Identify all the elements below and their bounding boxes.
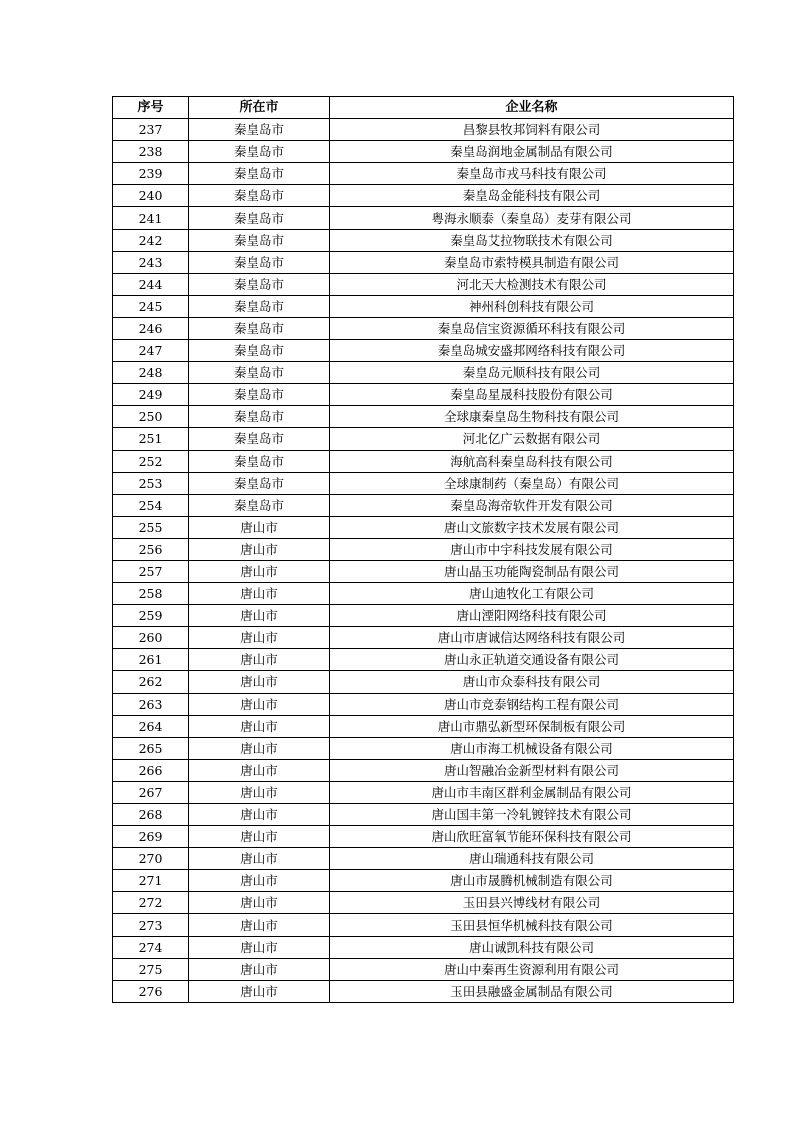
- cell-serial: 261: [113, 649, 189, 671]
- cell-serial: 265: [113, 737, 189, 759]
- cell-serial: 244: [113, 273, 189, 295]
- cell-company: 秦皇岛市索特模具制造有限公司: [330, 251, 734, 273]
- cell-city: 唐山市: [189, 516, 330, 538]
- cell-city: 秦皇岛市: [189, 472, 330, 494]
- cell-serial: 264: [113, 715, 189, 737]
- cell-serial: 238: [113, 141, 189, 163]
- cell-serial: 267: [113, 781, 189, 803]
- cell-serial: 247: [113, 340, 189, 362]
- cell-city: 秦皇岛市: [189, 450, 330, 472]
- cell-company: 粤海永顺泰（秦皇岛）麦芽有限公司: [330, 207, 734, 229]
- cell-serial: 263: [113, 693, 189, 715]
- header-company: 企业名称: [330, 97, 734, 119]
- cell-company: 秦皇岛艾拉物联技术有限公司: [330, 229, 734, 251]
- cell-serial: 245: [113, 295, 189, 317]
- table-row: [113, 516, 734, 538]
- cell-serial: 260: [113, 627, 189, 649]
- cell-city: 秦皇岛市: [189, 362, 330, 384]
- cell-city: 秦皇岛市: [189, 207, 330, 229]
- cell-serial: 241: [113, 207, 189, 229]
- cell-company: 河北亿广云数据有限公司: [330, 428, 734, 450]
- cell-city: 秦皇岛市: [189, 295, 330, 317]
- cell-serial: 239: [113, 163, 189, 185]
- cell-city: 唐山市: [189, 914, 330, 936]
- table-row: [113, 119, 734, 141]
- table-row: [113, 715, 734, 737]
- cell-city: 唐山市: [189, 737, 330, 759]
- cell-city: 唐山市: [189, 715, 330, 737]
- cell-company: 唐山晶玉功能陶瓷制品有限公司: [330, 560, 734, 582]
- table-row: [113, 781, 734, 803]
- cell-city: 唐山市: [189, 538, 330, 560]
- table-row: [113, 538, 734, 560]
- cell-serial: 274: [113, 936, 189, 958]
- table-row: [113, 273, 734, 295]
- table-row: [113, 980, 734, 1002]
- cell-company: 玉田县融盛金属制品有限公司: [330, 980, 734, 1002]
- cell-company: 唐山市晟腾机械制造有限公司: [330, 870, 734, 892]
- cell-serial: 251: [113, 428, 189, 450]
- enterprise-table: [112, 96, 734, 1003]
- cell-company: 秦皇岛星晟科技股份有限公司: [330, 384, 734, 406]
- cell-serial: 243: [113, 251, 189, 273]
- table-row: [113, 826, 734, 848]
- cell-serial: 271: [113, 870, 189, 892]
- table-header-row: [113, 97, 734, 119]
- cell-city: 唐山市: [189, 605, 330, 627]
- cell-city: 唐山市: [189, 627, 330, 649]
- header-serial: 序号: [113, 97, 189, 119]
- cell-serial: 253: [113, 472, 189, 494]
- table-row: [113, 251, 734, 273]
- cell-company: 唐山中秦再生资源利用有限公司: [330, 958, 734, 980]
- cell-company: 秦皇岛信宝资源循环科技有限公司: [330, 317, 734, 339]
- table-row: [113, 936, 734, 958]
- cell-company: 海航高科秦皇岛科技有限公司: [330, 450, 734, 472]
- cell-company: 秦皇岛市戎马科技有限公司: [330, 163, 734, 185]
- cell-serial: 262: [113, 671, 189, 693]
- cell-serial: 249: [113, 384, 189, 406]
- table-row: [113, 362, 734, 384]
- cell-company: 秦皇岛城安盛邦网络科技有限公司: [330, 340, 734, 362]
- cell-serial: 246: [113, 317, 189, 339]
- cell-city: 唐山市: [189, 892, 330, 914]
- table-row: [113, 450, 734, 472]
- cell-city: 唐山市: [189, 958, 330, 980]
- cell-city: 秦皇岛市: [189, 406, 330, 428]
- table-row: [113, 605, 734, 627]
- cell-serial: 237: [113, 119, 189, 141]
- cell-city: 唐山市: [189, 936, 330, 958]
- cell-city: 秦皇岛市: [189, 141, 330, 163]
- cell-company: 唐山欣旺富氧节能环保科技有限公司: [330, 826, 734, 848]
- cell-serial: 248: [113, 362, 189, 384]
- cell-company: 唐山湮阳网络科技有限公司: [330, 605, 734, 627]
- cell-serial: 242: [113, 229, 189, 251]
- table-row: [113, 185, 734, 207]
- cell-company: 玉田县兴博线材有限公司: [330, 892, 734, 914]
- table-row: [113, 870, 734, 892]
- cell-serial: 255: [113, 516, 189, 538]
- cell-company: 秦皇岛海帝软件开发有限公司: [330, 494, 734, 516]
- cell-city: 秦皇岛市: [189, 428, 330, 450]
- cell-serial: 276: [113, 980, 189, 1002]
- cell-company: 秦皇岛元顺科技有限公司: [330, 362, 734, 384]
- table-row: [113, 384, 734, 406]
- cell-city: 秦皇岛市: [189, 340, 330, 362]
- cell-serial: 256: [113, 538, 189, 560]
- cell-city: 唐山市: [189, 870, 330, 892]
- table-body: [113, 119, 734, 1003]
- cell-company: 唐山市丰南区群利金属制品有限公司: [330, 781, 734, 803]
- cell-company: 玉田县恒华机械科技有限公司: [330, 914, 734, 936]
- cell-city: 唐山市: [189, 759, 330, 781]
- table-row: [113, 229, 734, 251]
- cell-company: 秦皇岛润地金属制品有限公司: [330, 141, 734, 163]
- cell-company: 唐山市唐诚信达网络科技有限公司: [330, 627, 734, 649]
- cell-company: 唐山市众泰科技有限公司: [330, 671, 734, 693]
- cell-city: 唐山市: [189, 560, 330, 582]
- table-row: [113, 737, 734, 759]
- cell-serial: 268: [113, 804, 189, 826]
- cell-serial: 252: [113, 450, 189, 472]
- table-row: [113, 317, 734, 339]
- table-row: [113, 406, 734, 428]
- table-row: [113, 494, 734, 516]
- cell-city: 秦皇岛市: [189, 229, 330, 251]
- table-row: [113, 914, 734, 936]
- table-row: [113, 958, 734, 980]
- cell-company: 唐山国丰第一冷轧镀锌技术有限公司: [330, 804, 734, 826]
- cell-city: 秦皇岛市: [189, 251, 330, 273]
- table-row: [113, 892, 734, 914]
- cell-company: 唐山迪牧化工有限公司: [330, 583, 734, 605]
- cell-serial: 240: [113, 185, 189, 207]
- cell-company: 唐山文旅数字技术发展有限公司: [330, 516, 734, 538]
- cell-city: 唐山市: [189, 781, 330, 803]
- cell-serial: 275: [113, 958, 189, 980]
- cell-city: 秦皇岛市: [189, 494, 330, 516]
- cell-city: 唐山市: [189, 848, 330, 870]
- cell-company: 河北天大检测技术有限公司: [330, 273, 734, 295]
- cell-company: 唐山市中宇科技发展有限公司: [330, 538, 734, 560]
- cell-city: 唐山市: [189, 980, 330, 1002]
- table-row: [113, 693, 734, 715]
- table-row: [113, 627, 734, 649]
- table-row: [113, 583, 734, 605]
- cell-city: 唐山市: [189, 649, 330, 671]
- cell-city: 秦皇岛市: [189, 384, 330, 406]
- cell-serial: 250: [113, 406, 189, 428]
- cell-serial: 258: [113, 583, 189, 605]
- cell-company: 唐山市鼎弘新型环保制板有限公司: [330, 715, 734, 737]
- cell-company: 全球康秦皇岛生物科技有限公司: [330, 406, 734, 428]
- cell-serial: 272: [113, 892, 189, 914]
- cell-company: 唐山永正轨道交通设备有限公司: [330, 649, 734, 671]
- table-row: [113, 560, 734, 582]
- cell-company: 秦皇岛金能科技有限公司: [330, 185, 734, 207]
- cell-company: 唐山诚凯科技有限公司: [330, 936, 734, 958]
- cell-serial: 259: [113, 605, 189, 627]
- table-row: [113, 472, 734, 494]
- header-city: 所在市: [189, 97, 330, 119]
- table-row: [113, 804, 734, 826]
- table-row: [113, 671, 734, 693]
- cell-company: 唐山市竞泰钢结构工程有限公司: [330, 693, 734, 715]
- cell-city: 唐山市: [189, 693, 330, 715]
- cell-city: 唐山市: [189, 583, 330, 605]
- table-row: [113, 207, 734, 229]
- cell-city: 秦皇岛市: [189, 317, 330, 339]
- cell-company: 全球康制药（秦皇岛）有限公司: [330, 472, 734, 494]
- cell-company: 昌黎县牧邦饲料有限公司: [330, 119, 734, 141]
- table-row: [113, 295, 734, 317]
- table-row: [113, 141, 734, 163]
- table-row: [113, 163, 734, 185]
- cell-serial: 269: [113, 826, 189, 848]
- cell-city: 秦皇岛市: [189, 119, 330, 141]
- cell-serial: 273: [113, 914, 189, 936]
- cell-serial: 270: [113, 848, 189, 870]
- cell-city: 秦皇岛市: [189, 163, 330, 185]
- cell-serial: 254: [113, 494, 189, 516]
- table-row: [113, 759, 734, 781]
- cell-city: 唐山市: [189, 671, 330, 693]
- cell-city: 唐山市: [189, 826, 330, 848]
- table-row: [113, 428, 734, 450]
- cell-company: 神州科创科技有限公司: [330, 295, 734, 317]
- table-row: [113, 649, 734, 671]
- cell-city: 秦皇岛市: [189, 185, 330, 207]
- cell-company: 唐山智融冶金新型材料有限公司: [330, 759, 734, 781]
- table-row: [113, 340, 734, 362]
- cell-city: 唐山市: [189, 804, 330, 826]
- cell-serial: 266: [113, 759, 189, 781]
- cell-city: 秦皇岛市: [189, 273, 330, 295]
- cell-company: 唐山市海工机械设备有限公司: [330, 737, 734, 759]
- cell-company: 唐山瑞通科技有限公司: [330, 848, 734, 870]
- cell-serial: 257: [113, 560, 189, 582]
- table-row: [113, 848, 734, 870]
